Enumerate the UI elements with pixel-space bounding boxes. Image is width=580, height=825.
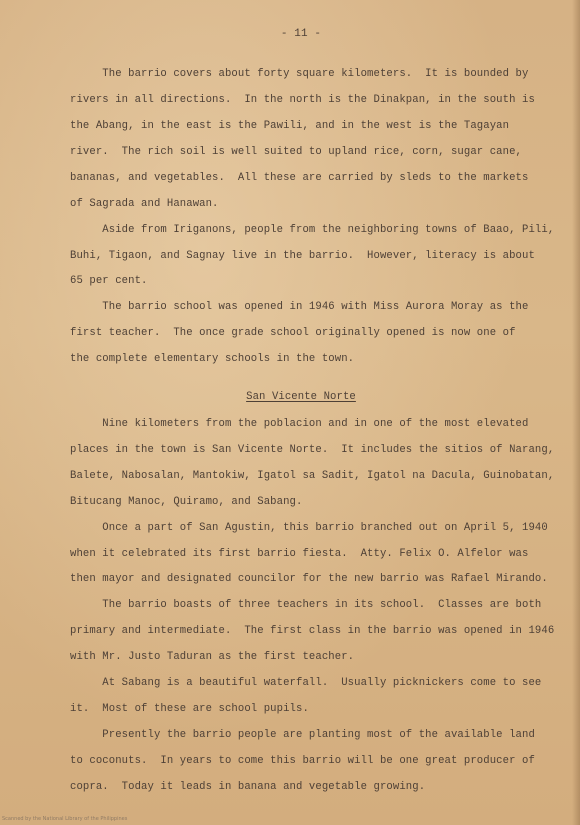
paragraph-1-line-6: of Sagrada and Hanawan.	[70, 198, 219, 210]
paragraph-1-line-4: river. The rich soil is well suited to upland rice, corn, sugar cane,	[70, 146, 523, 158]
paragraph-5-line-1: Once a part of San Agustin, this barrio branched out on April 5, 1940	[70, 522, 548, 534]
paragraph-3-line-1: The barrio school was opened in 1946 with Miss Aurora Moray as the	[70, 301, 529, 313]
page-number: - 11 -	[280, 28, 322, 40]
paragraph-2-line-2: Buhi, Tigaon, and Sagnay live in the barrio. However, literacy is about	[70, 250, 535, 262]
paragraph-3-line-2: first teacher. The once grade school originally opened is now one of	[70, 327, 516, 339]
paragraph-8-line-3: copra. Today it leads in banana and vegetable growing.	[70, 781, 426, 793]
paragraph-4-line-3: Balete, Nabosalan, Mantokiw, Igatol sa Sadit, Igatol na Dacula, Guinobatan,	[70, 470, 555, 482]
paragraph-5-line-3: then mayor and designated councilor for the new barrio was Rafael Mirando.	[70, 573, 548, 585]
paragraph-3-line-3: the complete elementary schools in the town.	[70, 353, 355, 365]
page-edge-shadow	[572, 0, 580, 825]
paragraph-8-line-1: Presently the barrio people are planting most of the available land	[70, 729, 535, 741]
section-heading	[70, 391, 532, 403]
paragraph-1-line-2: rivers in all directions. In the north is the Dinakpan, in the south is	[70, 94, 535, 106]
paragraph-1-line-5: bananas, and vegetables. All these are carried by sleds to the markets	[70, 172, 529, 184]
paragraph-6-line-2: primary and intermediate. The first class in the barrio was opened in 1946	[70, 625, 555, 637]
paragraph-1-line-3: the Abang, in the east is the Pawili, and in the west is the Tagayan	[70, 120, 510, 132]
paragraph-7-line-1: At Sabang is a beautiful waterfall. Usually picknickers come to see	[70, 677, 542, 689]
paragraph-4-line-2: places in the town is San Vicente Norte. It includes the sitios of Narang,	[70, 444, 555, 456]
paragraph-2-line-3: 65 per cent.	[70, 275, 148, 287]
paragraph-8-line-2: to coconuts. In years to come this barrio will be one great producer of	[70, 755, 535, 767]
scan-footer-text: Scanned by the National Library of the Philippines	[2, 816, 128, 822]
paragraph-6-line-1: The barrio boasts of three teachers in its school. Classes are both	[70, 599, 542, 611]
paragraph-5-line-2: when it celebrated its first barrio fiesta. Atty. Felix O. Alfelor was	[70, 548, 529, 560]
paragraph-6-line-3: with Mr. Justo Taduran as the first teacher.	[70, 651, 355, 663]
section-heading-text: San Vicente Norte	[246, 391, 356, 403]
paragraph-2-line-1: Aside from Iriganons, people from the neighboring towns of Baao, Pili,	[70, 224, 555, 236]
paragraph-4-line-4: Bitucang Manoc, Quiramo, and Sabang.	[70, 496, 303, 508]
paragraph-7-line-2: it. Most of these are school pupils.	[70, 703, 309, 715]
paragraph-1-line-1: The barrio covers about forty square kilometers. It is bounded by	[70, 68, 529, 80]
paragraph-4-line-1: Nine kilometers from the poblacion and in one of the most elevated	[70, 418, 529, 430]
